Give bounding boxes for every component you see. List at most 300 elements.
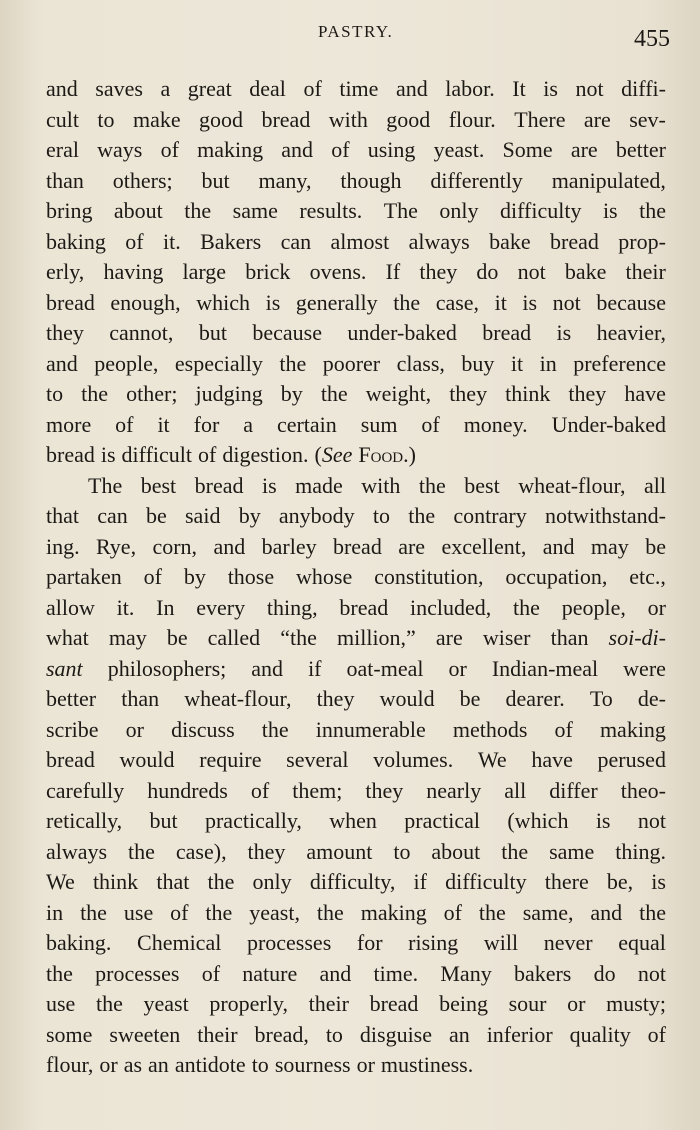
word: differently [430, 167, 523, 193]
word: some [46, 1021, 93, 1047]
word: their [308, 991, 349, 1016]
word: people, [561, 594, 626, 620]
word: were [623, 655, 666, 681]
word: best [140, 472, 177, 498]
word: with [328, 106, 368, 132]
word: are [398, 533, 426, 559]
word: use [123, 899, 154, 925]
word: the [513, 594, 540, 620]
word: and [319, 960, 352, 986]
word: be [459, 686, 481, 711]
word: bread [332, 533, 382, 559]
word: they [316, 686, 355, 711]
word: being [439, 991, 488, 1016]
word: bake [564, 259, 607, 284]
word: are [570, 137, 598, 162]
word: preference [573, 350, 666, 376]
word: difficult [121, 442, 193, 467]
word: or [125, 716, 144, 742]
word: The [383, 198, 418, 223]
word: de- [637, 686, 666, 711]
word: bread [261, 106, 311, 132]
word: are [435, 625, 463, 650]
word: disguise [359, 1021, 433, 1047]
word: the [128, 838, 155, 864]
word: same, [522, 899, 574, 925]
word: almost [330, 228, 390, 254]
word: a [160, 76, 171, 101]
word: Rye, [96, 533, 137, 559]
word: their [197, 1021, 238, 1047]
word: especially [174, 350, 263, 376]
text-line [46, 440, 666, 471]
word: all [643, 472, 666, 498]
word: about [431, 838, 481, 864]
text-line [46, 257, 666, 288]
text-line [46, 684, 666, 715]
word: properly, [209, 991, 288, 1016]
word: innumerable [315, 716, 426, 742]
word: they [46, 320, 84, 345]
word: of [198, 442, 217, 467]
word: it [157, 411, 170, 437]
word: We [46, 869, 75, 894]
word: the [205, 899, 233, 925]
word: Some [502, 137, 553, 162]
word: is [100, 442, 116, 467]
word: the [184, 198, 212, 223]
word: yeast. [433, 137, 485, 162]
word: only [252, 869, 292, 894]
word: constitution, [374, 564, 484, 589]
word: all [504, 777, 527, 803]
word: is [651, 869, 666, 894]
word: an [148, 1052, 169, 1077]
word: To [589, 686, 613, 711]
word: nearly [426, 777, 482, 803]
word: of [250, 777, 270, 803]
word: may [108, 625, 147, 650]
word: because [252, 320, 322, 345]
word: case, [435, 289, 480, 315]
word: bread [46, 442, 95, 467]
word: scribe [46, 716, 99, 742]
word: It [512, 76, 526, 101]
word: as [123, 1052, 143, 1077]
word: whose [296, 564, 353, 589]
word: be, [606, 869, 634, 894]
word: sant [46, 655, 83, 681]
word: bread [339, 594, 389, 620]
word: in [46, 899, 64, 925]
word: generally [295, 289, 378, 315]
word: of [160, 137, 179, 162]
word: processes [246, 930, 332, 955]
text-line [46, 532, 666, 563]
word: others; [112, 167, 173, 193]
word: contrary [453, 503, 527, 528]
word: for [356, 930, 383, 955]
word: by [183, 564, 206, 589]
word: notwithstand- [544, 503, 666, 528]
word: but [149, 808, 178, 833]
word: (See [314, 442, 353, 467]
word: or [448, 655, 467, 681]
word: bread [46, 289, 95, 315]
word: the [639, 198, 666, 223]
word: differ [549, 777, 598, 803]
word: We [477, 747, 507, 772]
text-line [46, 562, 666, 593]
word: of [170, 899, 189, 925]
word: people, [94, 350, 159, 376]
text-line [46, 745, 666, 776]
word: same [549, 838, 595, 864]
word: thing, [266, 594, 318, 620]
word: perused [597, 747, 666, 772]
word: yeast, [249, 899, 300, 925]
word: class, [396, 350, 445, 376]
word: better [46, 686, 97, 711]
word: would [379, 686, 435, 711]
word: hundreds [147, 777, 228, 803]
word: baking. [46, 930, 112, 955]
word: those [227, 564, 275, 589]
text-line [46, 410, 666, 441]
word: the [207, 869, 235, 894]
word: think [505, 381, 551, 406]
word: dearer. [505, 686, 565, 711]
word: do [476, 259, 499, 284]
word: always [46, 838, 108, 864]
word: think [92, 869, 139, 894]
word: for [193, 411, 220, 437]
word: the [261, 716, 289, 742]
word: Indian-meal [491, 655, 599, 681]
running-head: PASTRY. [318, 22, 394, 41]
word: make [132, 106, 181, 132]
word: is [522, 289, 538, 315]
word: Food.) [358, 442, 416, 467]
word: difficulty [445, 869, 527, 894]
word: not [517, 259, 546, 284]
word: the [80, 899, 107, 925]
text-line [46, 654, 666, 685]
word: quality [569, 1021, 631, 1047]
word: it [510, 350, 524, 376]
word: in [539, 350, 557, 376]
word: which [196, 289, 251, 315]
word: musty; [606, 991, 666, 1016]
word: said [185, 503, 221, 528]
word: and [590, 899, 623, 925]
word: included, [410, 594, 492, 620]
word: of [201, 960, 221, 986]
word: of [647, 1021, 666, 1047]
word: to [372, 503, 391, 528]
word: an [448, 1021, 470, 1047]
word: under-baked [347, 320, 457, 345]
word: more [46, 411, 92, 437]
word: time. [373, 960, 419, 986]
word: of [143, 564, 162, 589]
word: be [146, 503, 167, 528]
text-line [46, 105, 666, 136]
word: labor. [445, 76, 495, 101]
word: or [567, 991, 586, 1016]
text-line [46, 166, 666, 197]
word: Many [440, 960, 492, 986]
word: “the [280, 625, 317, 650]
word: of [303, 76, 322, 101]
word: ing. [46, 533, 80, 559]
word: digestion. [222, 442, 309, 467]
word: the [408, 503, 436, 528]
word: using [367, 137, 416, 162]
word: do [593, 960, 616, 986]
word: making [360, 899, 427, 925]
word: many, [258, 167, 312, 193]
word: yeast [143, 991, 189, 1016]
word: other; [126, 381, 178, 406]
word: certain [276, 411, 337, 437]
word: several [286, 747, 349, 772]
word: bake [489, 228, 531, 254]
word: the [393, 289, 421, 315]
text-line [46, 928, 666, 959]
word: great [187, 76, 232, 101]
word: and [46, 350, 78, 376]
word: wiser [482, 625, 531, 650]
word: the [279, 350, 307, 376]
word: philosophers; [107, 655, 227, 681]
word: best [464, 472, 500, 498]
text-line [46, 867, 666, 898]
word: though [340, 167, 402, 193]
word: diffi- [621, 76, 666, 101]
word: what [46, 625, 89, 650]
word: sum [360, 411, 398, 437]
text-line [46, 74, 666, 105]
text-line [46, 349, 666, 380]
word: to [97, 106, 115, 132]
word: difficulty [500, 198, 582, 223]
word: making [197, 137, 264, 162]
word: practical [404, 808, 480, 833]
word: cannot, [109, 320, 174, 345]
word: about [113, 198, 163, 223]
word: bread [194, 472, 244, 498]
word: is [602, 198, 618, 223]
word: better [615, 137, 666, 162]
word: the [418, 472, 446, 498]
word: wheat-flour, [518, 472, 626, 498]
word: flour, [46, 1052, 94, 1077]
word: to [46, 381, 64, 406]
word: is [543, 76, 558, 101]
word: and [542, 533, 575, 559]
word: prop- [618, 228, 666, 254]
word: discuss [171, 716, 235, 742]
word: by [280, 381, 303, 406]
word: if [413, 869, 427, 894]
word: sweeten [109, 1021, 181, 1047]
text-line [46, 898, 666, 929]
word: to [251, 1052, 269, 1077]
word: called [207, 625, 261, 650]
word: antidote [174, 1052, 246, 1077]
word: they [365, 777, 404, 803]
word: bread [46, 747, 95, 772]
word: not [637, 808, 666, 833]
text-line [46, 593, 666, 624]
word: but [201, 167, 230, 193]
word: poorer [322, 350, 381, 376]
word: inferior [486, 1021, 553, 1047]
word: Chemical [137, 930, 222, 955]
word: There [514, 106, 566, 132]
word: use [46, 991, 76, 1016]
word: is [595, 808, 611, 833]
word: equal [618, 930, 666, 955]
word: the [501, 838, 529, 864]
word: it [494, 289, 507, 315]
word: have [531, 747, 573, 772]
text-line [46, 318, 666, 349]
word: methods [452, 716, 528, 742]
word: volumes. [373, 747, 454, 772]
word: the [46, 960, 73, 986]
word: the [478, 899, 506, 925]
word: they [568, 381, 607, 406]
word: and [46, 76, 78, 101]
word: good [386, 106, 431, 132]
word: If [385, 259, 401, 284]
word: baking [46, 228, 106, 254]
word: buy [461, 350, 495, 376]
word: same [232, 198, 278, 223]
word: the [639, 899, 666, 925]
word: always [408, 228, 470, 254]
word: bread [482, 320, 532, 345]
word: rising [408, 930, 459, 955]
word: case), [175, 838, 227, 864]
word: bakers [513, 960, 572, 986]
word: the [320, 381, 348, 406]
word: judging [195, 381, 263, 406]
text-line [46, 776, 666, 807]
text-line [46, 135, 666, 166]
word: would [119, 747, 175, 772]
word: enough, [110, 289, 181, 315]
word: than [46, 167, 84, 193]
word: Under-baked [551, 411, 666, 437]
word: require [199, 747, 262, 772]
word: cult [46, 106, 79, 132]
word: occupation, [505, 564, 608, 589]
word: theo- [620, 777, 666, 803]
word: because [596, 289, 666, 315]
word: their [625, 259, 666, 284]
word: nature [242, 960, 298, 986]
word: if [308, 655, 322, 681]
text-line [46, 227, 666, 258]
word: can [280, 228, 312, 254]
text-line [46, 715, 666, 746]
word: weight, [365, 381, 432, 406]
text-line [46, 623, 666, 654]
word: brick [245, 259, 291, 284]
word: not [637, 960, 666, 986]
word: anybody [278, 503, 355, 528]
word: of [554, 716, 573, 742]
word: ovens. [309, 259, 367, 284]
text-line [46, 379, 666, 410]
word: will [483, 930, 519, 955]
word: having [103, 259, 164, 284]
text-line [46, 806, 666, 837]
word: and [213, 533, 246, 559]
word: In [156, 594, 175, 620]
word: good [199, 106, 244, 132]
word: of [443, 899, 462, 925]
word: there [544, 869, 589, 894]
word: the [316, 899, 344, 925]
word: than [121, 686, 160, 711]
word: amount [306, 838, 373, 864]
word: processes [95, 960, 180, 986]
word: is [261, 472, 277, 498]
word: than [550, 625, 589, 650]
word: and [395, 76, 428, 101]
word: to [393, 838, 411, 864]
word: making [599, 716, 666, 742]
text-line [46, 1050, 666, 1081]
text-line [46, 1020, 666, 1051]
word: them; [292, 777, 343, 803]
body-text [46, 74, 666, 1081]
word: they [247, 838, 286, 864]
word: be [645, 533, 666, 559]
word: barley [261, 533, 317, 559]
word: that [156, 869, 190, 894]
word: it. [116, 594, 135, 620]
word: sour [508, 991, 547, 1016]
word: practically, [204, 808, 302, 833]
word: difficulty, [309, 869, 396, 894]
word: of [115, 411, 134, 437]
word: or [99, 1052, 118, 1077]
word: of [331, 137, 350, 162]
word: be [166, 625, 188, 650]
word: oat-meal [346, 655, 424, 681]
word: may [590, 533, 629, 559]
word: by [238, 503, 261, 528]
page-number: 455 [634, 26, 670, 52]
word: the [95, 991, 123, 1016]
word: it. [163, 228, 181, 254]
word: are [583, 106, 611, 132]
word: never [543, 930, 593, 955]
word: corn, [152, 533, 198, 559]
word: bring [46, 198, 93, 223]
word: the [81, 381, 109, 406]
word: a [243, 411, 253, 437]
word: eral [46, 137, 79, 162]
word: allow [46, 594, 95, 620]
word: sev- [629, 106, 666, 132]
word: The [88, 472, 123, 498]
